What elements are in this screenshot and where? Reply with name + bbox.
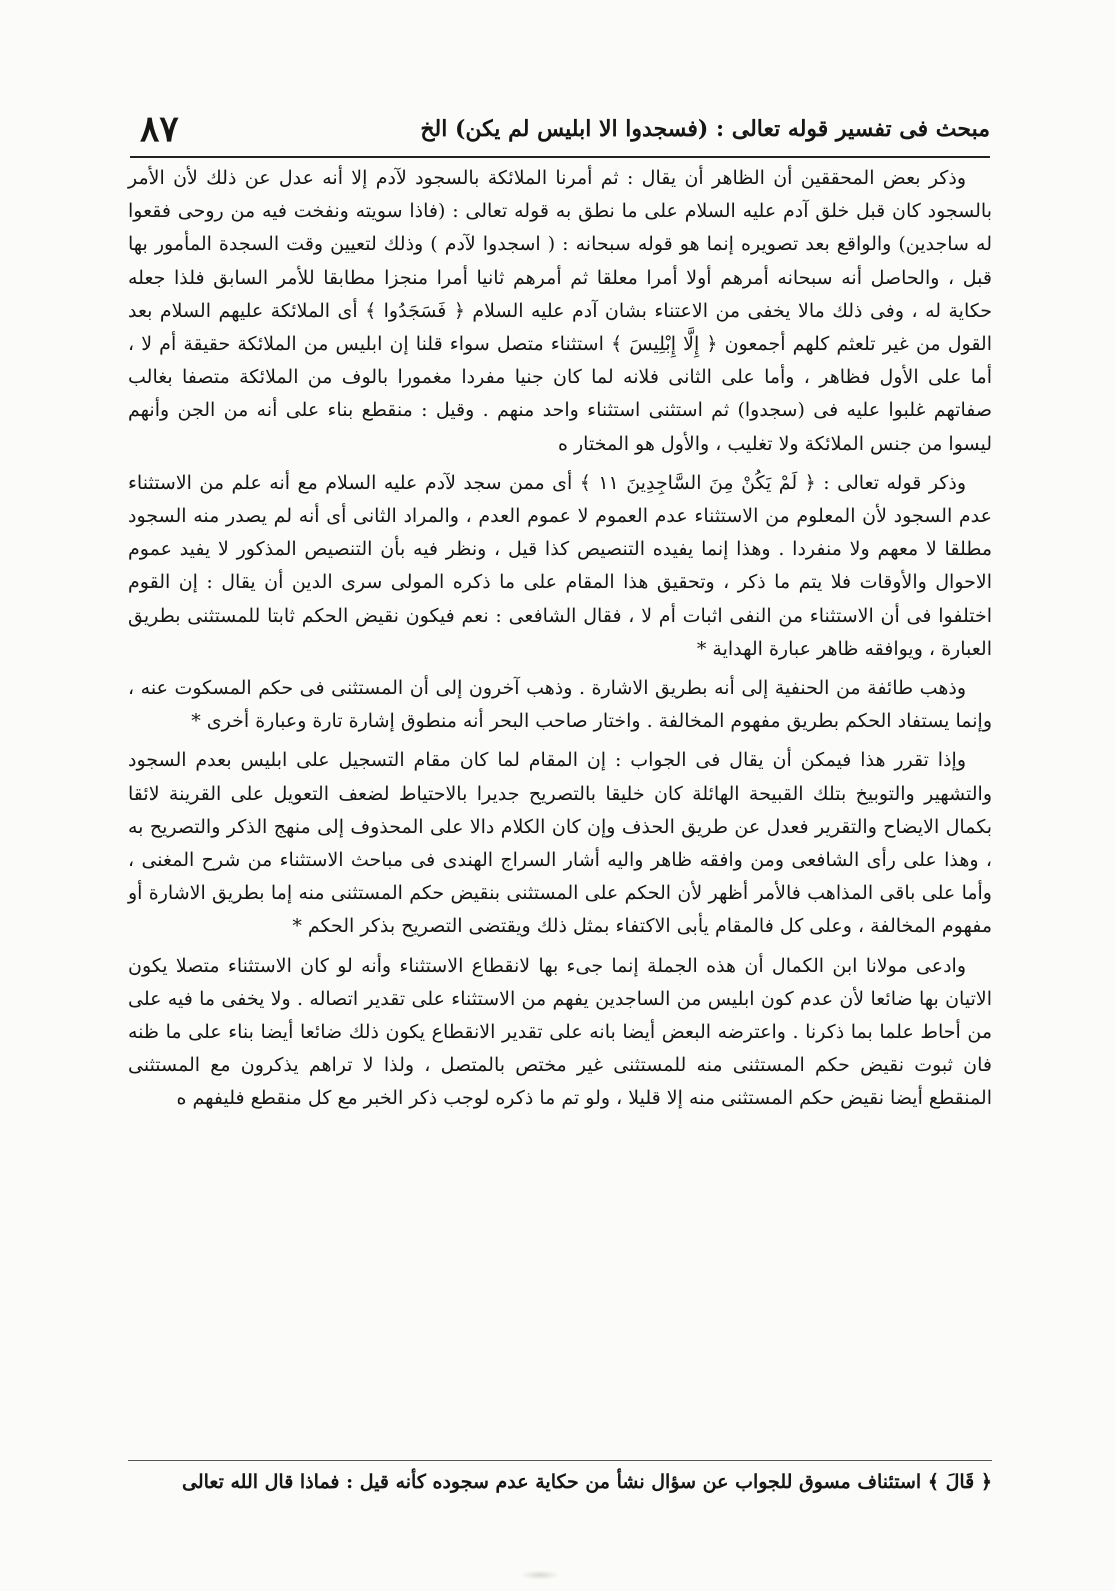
- running-title: مبحث فى تفسير قوله تعالى : (فسجدوا الا ابليس لم يكن) الخ: [420, 116, 990, 142]
- page-header: [130, 108, 990, 158]
- bottom-divider: [128, 1460, 992, 1461]
- catchline: ﴿ قَالَ ﴾ استئناف مسوق للجواب عن سؤال نشأ من حكاية عدم سجوده كأنه قيل : فماذا قال الله تعالى: [181, 1471, 992, 1493]
- page-number: ٨٧: [140, 108, 179, 150]
- header-divider: [130, 156, 990, 158]
- paragraph-1: وذكر بعض المحققين أن الظاهر أن يقال : ثم أمرنا الملائكة بالسجود لآدم إلا أنه عدل عن ذلك لأن الأمر بالسجود كان قبل خلق آدم عليه السلام على ما نطق به قوله تعالى : (فاذا سويته ونفخت فيه من روحى فقعوا له ساجدين) والواقع بعد تصويره إنما هو قوله سبحانه : ( اسجدوا لآدم ) وذلك لتعيين وقت السجدة المأمور بها قبل ، والحاصل أنه سبحانه أمرهم أولا أمرا معلقا ثم أمرهم ثانيا أمرا منجزا مطابقا للأمر السابق فلذا جعله حكاية له ، وفى ذلك مالا يخفى من الاعتناء بشان آدم عليه السلام ﴿ فَسَجَدُوا ﴾ أى الملائكة عليهم السلام بعد القول من غير تلعثم كلهم أجمعون ﴿ إِلَّا إِبْلِيسَ ﴾ استثناء متصل سواء قلنا إن ابليس من الملائكة حقيقة أم لا ، أما على الأول فظاهر ، وأما على الثانى فلانه لما كان جنيا مفردا مغمورا بالوف من الملائكة متصفا بغالب صفاتهم غلبوا عليه فى (سجدوا) ثم استثنى استثناء واحد منهم . وقيل : منقطع بناء على أنه من الجن وأنهم ليسوا من جنس الملائكة ولا تغليب ، والأول هو المختار ه: [128, 167, 992, 455]
- paragraph-4: وإذا تقرر هذا فيمكن أن يقال فى الجواب : إن المقام لما كان مقام التسجيل على ابليس بعدم السجود والتشهير والتوبيخ بتلك القبيحة الهائلة كان خليقا بالتصريح جديرا بالاحتياط لضعف التعويل على القرينة لائقا بكمال الايضاح والتقرير فعدل عن طريق الحذف وإن كان الكلام دالا على المحذوف إلى منهج الذكر والتصريح به ، وهذا على رأى الشافعى ومن وافقه ظاهر واليه أشار السراج الهندى فى مباحث الاستثناء من شرح المغنى ، وأما على باقى المذاهب فالأمر أظهر لأن الحكم على المستثنى بنقيض حكم المستثنى منه إما بطريق الاشارة أو مفهوم المخالفة ، وعلى كل فالمقام يأبى الاكتفاء بمثل ذلك ويقتضى التصريح بذكر الحكم *: [128, 749, 992, 938]
- paragraph-3: وذهب طائفة من الحنفية إلى أنه بطريق الاشارة . وذهب آخرون إلى أن المستثنى فى حكم المسكوت عنه ، وإنما يستفاد الحكم بطريق مفهوم المخالفة . واختار صاحب البحر أنه منطوق إشارة تارة وعبارة أخرى *: [128, 677, 992, 733]
- paper-stain: [520, 1570, 560, 1580]
- main-text: [128, 162, 992, 1122]
- paragraph-2: وذكر قوله تعالى : ﴿ لَمْ يَكُنْ مِنَ السَّاجِدِينَ ١١ ﴾ أى ممن سجد لآدم عليه السلام مع أنه علم من الاستثناء عدم السجود لأن المعلوم من الاستثناء عدم العموم لا عموم العدم ، والمراد الثانى أى أنه لم يصدر منه السجود مطلقا لا معهم ولا منفردا . وهذا إنما يفيده التنصيص كذا قيل ، ونظر فيه بأن التنصيص المذكور لا يفيد عموم الاحوال والأوقات فلا يتم ما ذكر ، وتحقيق هذا المقام على ما ذكره المولى سرى الدين أن يقال : إن القوم اختلفوا فى أن الاستثناء من النفى اثبات أم لا ، فقال الشافعى : نعم فيكون نقيض الحكم ثابتا للمستثنى بطريق العبارة ، ويوافقه ظاهر عبارة الهداية *: [128, 471, 992, 660]
- paragraph-5: وادعى مولانا ابن الكمال أن هذه الجملة إنما جىء بها لانقطاع الاستثناء وأنه لو كان الاستثناء متصلا يكون الاتيان بها ضائعا لأن عدم كون ابليس من الساجدين يفهم من الاستثناء على تقدير اتصاله . ولا يخفى ما فيه على من أحاط علما بما ذكرنا . واعترضه البعض أيضا بانه على تقدير الانقطاع يكون ذلك ضائعا أيضا بناء على ما ظنه فان ثبوت نقيض حكم المستثنى منه للمستثنى غير مختص بالمتصل ، ولذا لا تراهم يذكرون مع المستثنى المنقطع أيضا نقيض حكم المستثنى منه إلا قليلا ، ولو تم ما ذكره لوجب ذكر الخبر مع كل منقطع فليفهم ه: [128, 954, 992, 1110]
